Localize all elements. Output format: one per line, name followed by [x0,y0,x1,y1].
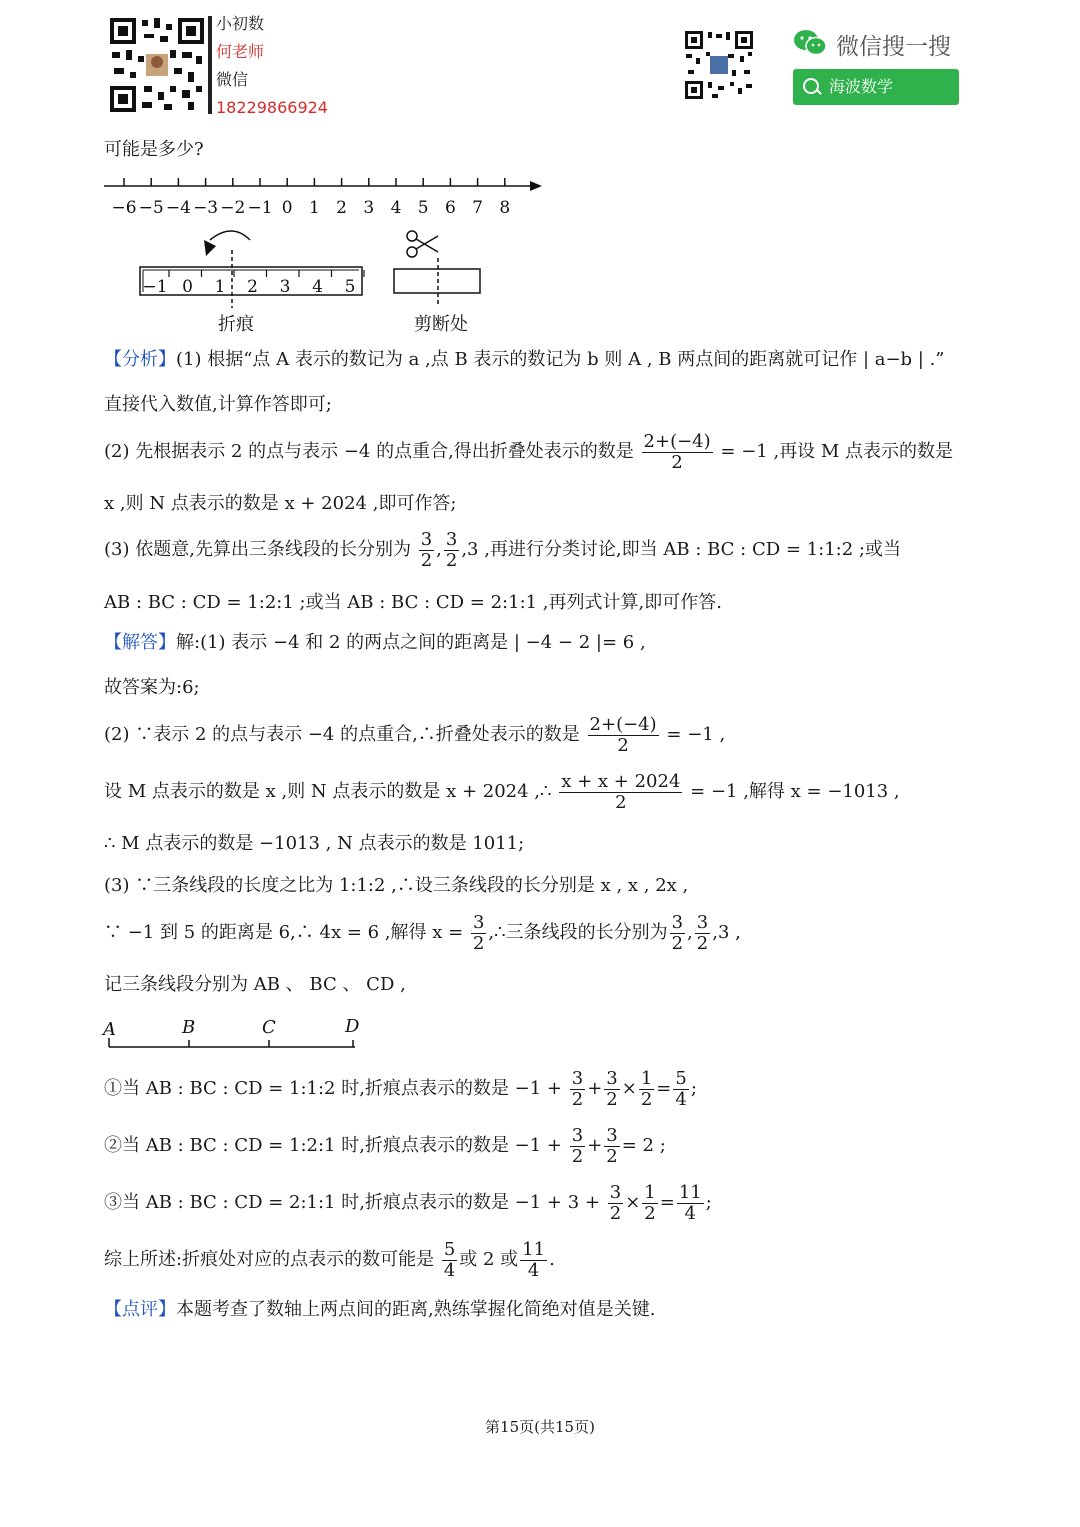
strip-label: 1 [214,277,226,297]
number-line-label: −1 [247,198,273,218]
fold-arrow-icon [210,231,250,240]
number-line-label: 3 [363,198,375,218]
answer-l1: 解:(1) 表示 −4 和 2 的两点之间的距离是 | −4 − 2 |= 6 , [176,632,646,653]
analysis-line-5: (3) 依题意,先算出三条线段的长分别为 $\frac{3}{2}$ , $\frac{3}{2}$ ,3 ,再进行分类讨论,即当 AB : BC : CD = 1:1:2 ;或当 [104,528,901,571]
scissors-icon [407,231,438,257]
cut-label: 剪断处 [414,314,468,335]
number-line-label: 7 [472,198,484,218]
analysis-tag: 【分析】 [104,349,176,370]
number-line-figure [100,170,560,340]
analysis-p2a-pre: (2) 先根据表示 2 的点与表示 −4 的点重合,得出折叠处表示的数是 [104,441,634,462]
qr-code-left [108,16,206,114]
number-line-label: 4 [390,198,402,218]
number-line-label: 8 [499,198,511,218]
qr-code-right [684,30,754,100]
strip-label: 0 [182,277,193,297]
number-line-label: 6 [444,198,456,218]
answer-line-2: 故答案为:6; [104,677,200,698]
summary: 综上所述:折痕处对应的点表示的数可能是 $\frac{5}{4}$ 或 2 或 $\frac{11}{4}$ . [104,1238,555,1281]
strip-label: 5 [344,277,356,297]
number-line-label: −5 [138,198,164,218]
analysis-p1a: (1) 根据“点 A 表示的数记为 a ,点 B 表示的数记为 b 则 A , B 两点间的距离就可记作 | a−b | .” [176,349,945,370]
wechat-button-label: 海波数学 [829,77,894,96]
case-3-pre: ③当 AB : BC : CD = 2:1:1 时,折痕点表示的数是 −1 + 3 + [104,1192,600,1213]
fraction: $\frac{3}{2}$ [696,911,709,954]
answer-line-3 [104,713,725,757]
fraction: $\frac{2+(-4)}{2}$ [589,713,657,756]
case-2-pre: ②当 AB : BC : CD = 1:2:1 时,折痕点表示的数是 −1 + [104,1135,563,1156]
analysis-p3a-post: ,3 ,再进行分类讨论,即当 AB : BC : CD = 1:1:2 ;或当 [461,539,901,560]
answer-l7-post: ,3 , [712,922,741,943]
crease-label: 折痕 [218,314,254,335]
number-line-label: 2 [336,198,348,218]
wechat-search-label: 微信搜一搜 [836,34,951,60]
review-tag: 【点评】 [104,1299,176,1320]
analysis-p2a-post: = −1 ,再设 M 点表示的数是 [720,441,954,462]
fraction: $\frac{2+(-4)}{2}$ [643,430,711,473]
fraction: $\frac{3}{2}$ [420,528,433,571]
segment-label-c: C [262,1017,276,1038]
fold-arrow-head [204,240,216,256]
fraction: $\frac{3}{2}$ [472,911,485,954]
strip-label: 4 [312,277,323,297]
review-text: 本题考查了数轴上两点间的距离,熟练掌握化简绝对值是关键. [176,1299,656,1320]
number-line [104,178,542,191]
number-line-label: 1 [308,198,320,218]
analysis-line-1 [104,348,945,372]
brand-phone: 18229866924 [216,98,328,117]
number-line-label: 0 [281,198,293,218]
case-2: ②当 AB : BC : CD = 1:2:1 时,折痕点表示的数是 −1 + $\frac{3}{2}$ + $\frac{3}{2}$ = 2 ; [104,1124,666,1167]
answer-line-6: (3) ∵三条线段的长度之比为 1:1:2 ,∴设三条线段的长分别是 x , x , 2x , [104,875,689,896]
analysis-p3a-pre: (3) 依题意,先算出三条线段的长分别为 [104,539,411,560]
analysis-line-4: x ,则 N 点表示的数是 x + 2024 ,即可作答; [104,493,457,514]
answer-l7-pre: ∵ −1 到 5 的距离是 6,∴ 4x = 6 ,解得 x = [104,922,464,943]
segment-label-b: B [182,1017,196,1038]
answer-tag: 【解答】 [104,632,176,653]
case-2-post: = 2 ; [621,1135,666,1156]
answer-l7-mid: ,∴三条线段的长分别为 [488,922,668,943]
answer-line-4 [104,770,900,814]
question-tail: 可能是多少? [104,139,204,160]
strip-label: 3 [279,277,291,297]
summary-pre: 综上所述:折痕处对应的点表示的数可能是 [104,1249,435,1270]
brand-line-1: 小初数 [216,14,265,33]
page-footer: 第15页(共15页) [485,1418,595,1436]
number-line-label: −4 [165,198,191,218]
answer-line-7: ∵ −1 到 5 的距离是 6,∴ 4x = 6 ,解得 x = $\frac{3}{2}$ ,∴三条线段的长分别为 $\frac{3}{2}$ , $\frac{3}{2}$ ,3 , [104,911,741,954]
review [104,1298,655,1322]
fraction: $\frac{3}{2}$ [671,911,684,954]
search-icon-handle [816,89,822,95]
answer-l4-pre: 设 M 点表示的数是 x ,则 N 点表示的数是 x + 2024 ,∴ [104,781,552,802]
segment-diagram [100,1014,370,1054]
brand-line-3: 微信 [216,70,249,89]
answer-line-5: ∴ M 点表示的数是 −1013 , N 点表示的数是 1011; [104,833,525,854]
segment-label-d: D [345,1016,360,1037]
answer-l3-post: = −1 , [666,724,726,745]
number-line-label: −6 [111,198,137,218]
answer-line-8: 记三条线段分别为 AB 、 BC 、 CD , [104,974,406,995]
wechat-logo-icon [793,28,827,58]
qr-side-bar [208,16,212,114]
strip-label: −1 [142,277,168,297]
answer-l4-post: = −1 ,解得 x = −1013 , [690,781,900,802]
number-line-label: −3 [193,198,219,218]
brand-line-2: 何老师 [216,42,265,61]
answer-line-1 [104,631,646,655]
case-3: ③当 AB : BC : CD = 2:1:1 时,折痕点表示的数是 −1 + 3 + $\frac{3}{2}$ × $\frac{1}{2}$ = $\frac{11}{4}$ ; [104,1181,712,1224]
analysis-line-2: 直接代入数值,计算作答即可; [104,394,332,415]
fraction: $\frac{x + x + 2024}{2}$ [561,770,681,813]
segment-label-a: A [103,1019,116,1040]
wechat-search-button[interactable] [793,69,959,105]
answer-l3-pre: (2) ∵表示 2 的点与表示 −4 的点重合,∴折叠处表示的数是 [104,724,580,745]
fraction: $\frac{3}{2}$ [445,528,458,571]
number-line-label: −2 [220,198,246,218]
number-line-label: 5 [417,198,429,218]
cut-box [394,269,480,293]
case-1-pre: ①当 AB : BC : CD = 1:1:2 时,折痕点表示的数是 −1 + [104,1078,563,1099]
strip-label: 2 [247,277,258,297]
analysis-line-3 [104,430,953,474]
analysis-line-6: AB : BC : CD = 1:2:1 ;或当 AB : BC : CD = 2:1:1 ,再列式计算,即可作答. [104,592,722,613]
case-1: ①当 AB : BC : CD = 1:1:2 时,折痕点表示的数是 −1 + $\frac{3}{2}$ + $\frac{3}{2}$ × $\frac{1}{2}$ = $\frac{5}{4}$ ; [104,1067,697,1110]
summary-mid: 或 2 或 [459,1249,519,1270]
